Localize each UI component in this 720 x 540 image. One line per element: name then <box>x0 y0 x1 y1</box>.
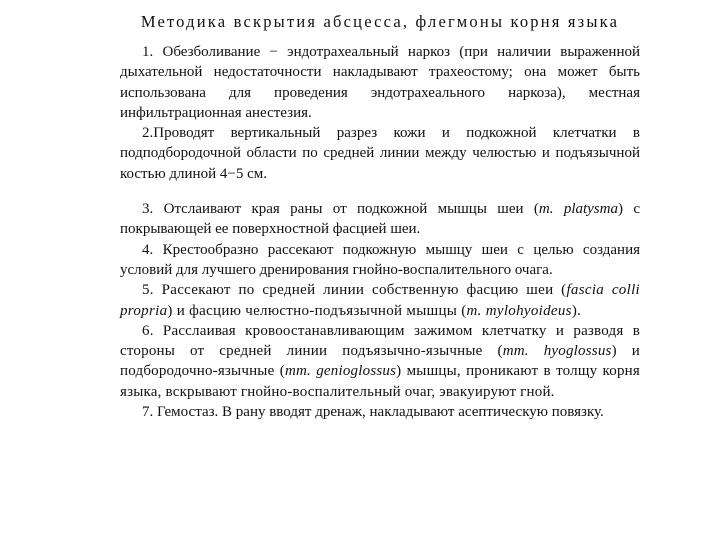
latin-term: m. platysma <box>538 201 618 218</box>
latin-term: mm. genioglossus <box>284 363 397 380</box>
page-title: Методика вскрытия абсцесса, флегмоны корня языка <box>140 12 620 31</box>
paragraph-6-text-c: ) мышцы, проникают в толщу корня языка, вскрывают гнойно-воспалительный очаг, эвакуируют гной. <box>120 363 641 400</box>
paragraph-6 <box>120 321 640 402</box>
paragraph-2: 2.Проводят вертикальный разрез кожи и подкожной клетчатки в подподбородочной области по средней линии между челюстью и подъязычной костью длиной 4−5 см. <box>120 125 640 182</box>
paragraph-7: 7. Гемостаз. В рану вводят дренаж, накладывают асептическую повязку. <box>142 404 604 421</box>
paragraph-6-text-a: 6. Расслаивая кровоостанавливающим зажимом клетчатку и разводя в стороны от средней линии подъязычно-язычные ( <box>120 322 640 360</box>
paragraph-1: 1. Обезболивание − эндотрахеальный наркоз (при наличии выраженной дыхательной недостаточности накладывают трахеостому; она может быть использована для проведения эндотрахеального наркоза), местная инфильтрационная анестезия. <box>120 44 640 121</box>
document-body <box>120 42 640 422</box>
paragraph-5-text-a: 5. Рассекают по средней линии собственную фасцию шеи ( <box>142 282 567 299</box>
paragraph-5-text-b: ) и фасцию челюстно-подъязычной мышцы ( <box>167 302 467 319</box>
paragraph-6-text-b: ) и подбородочно-язычные ( <box>120 343 640 380</box>
latin-term: fascia colli propria <box>120 282 641 319</box>
paragraph-4: 4. Крестообразно рассекают подкожную мышцу шеи с целью создания условий для лучшего дренирования гнойно-воспалительного очага. <box>120 241 640 278</box>
latin-term: mm. hyoglossus <box>502 343 612 360</box>
paragraph-3 <box>120 199 640 240</box>
paragraph-gap <box>120 184 640 199</box>
paragraph-3-text-a: 3. Отслаивают края раны от подкожной мышцы шеи ( <box>142 201 539 218</box>
latin-term: m. mylohyoideus <box>466 302 572 319</box>
paragraph-5-text-c: ). <box>571 302 582 319</box>
paragraph-5 <box>120 280 640 321</box>
paragraph-3-text-b: ) с покрывающей ее поверхностной фасцией шеи. <box>120 201 640 238</box>
